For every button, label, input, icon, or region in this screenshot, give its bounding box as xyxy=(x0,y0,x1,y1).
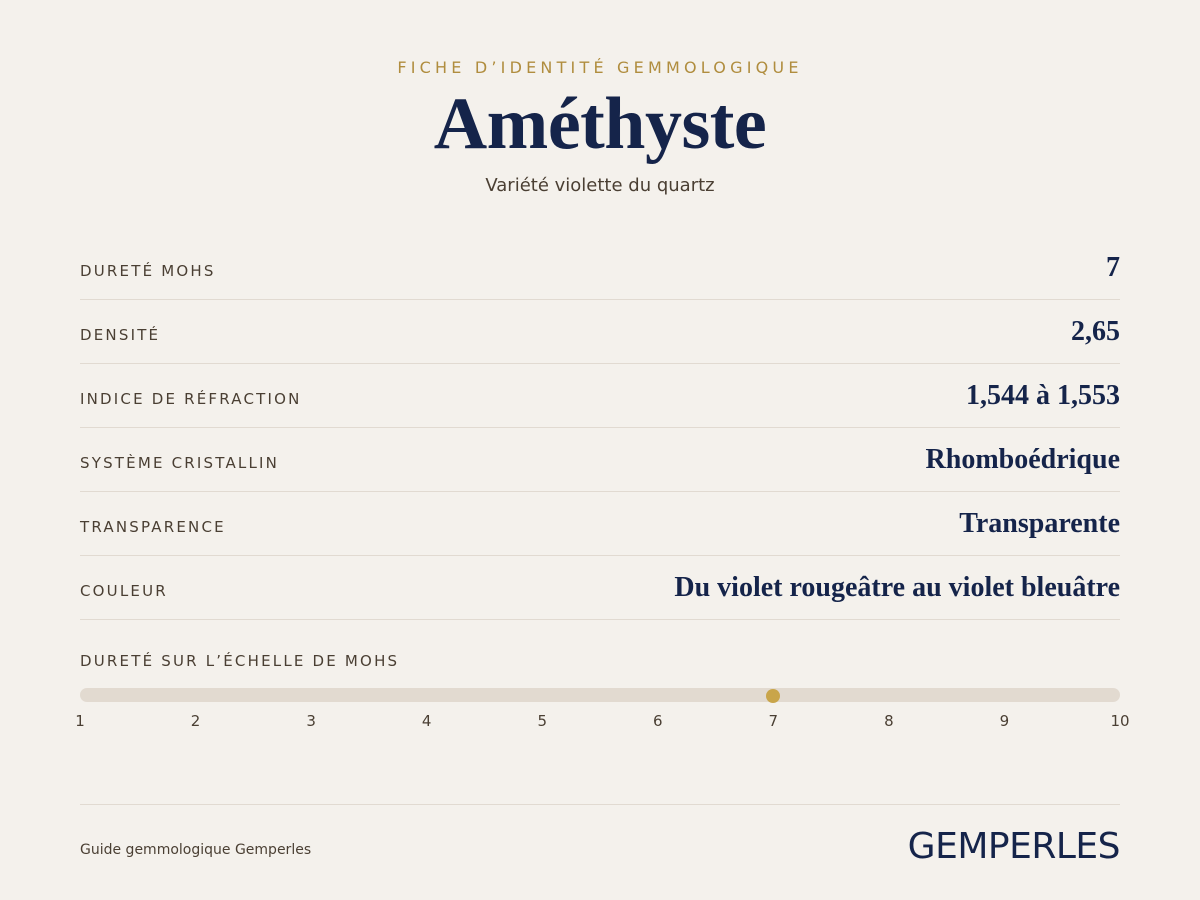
footer-divider xyxy=(80,804,1120,805)
property-value: Transparente xyxy=(959,507,1120,539)
property-row-refractive-index xyxy=(80,364,1120,428)
property-value: Du violet rougeâtre au violet bleuâtre xyxy=(674,571,1120,603)
mohs-scale-marker xyxy=(766,689,780,703)
property-row-density xyxy=(80,300,1120,364)
mohs-scale-track xyxy=(80,688,1120,702)
property-value: 7 xyxy=(1106,251,1120,283)
mohs-scale-tick: 8 xyxy=(884,712,894,730)
property-label: INDICE DE RÉFRACTION xyxy=(80,389,302,408)
property-label: SYSTÈME CRISTALLIN xyxy=(80,453,280,472)
property-row-hardness xyxy=(80,236,1120,300)
mohs-scale-title: DURETÉ SUR L’ÉCHELLE DE MOHS xyxy=(80,652,400,670)
mohs-scale-tick: 9 xyxy=(999,712,1010,730)
property-row-crystal-system xyxy=(80,428,1120,492)
gem-title: Améthyste xyxy=(433,83,767,165)
gem-subtitle: Variété violette du quartz xyxy=(485,175,715,196)
property-label: COULEUR xyxy=(80,581,168,600)
mohs-scale-tick: 2 xyxy=(190,712,201,730)
mohs-scale-tick: 10 xyxy=(1110,712,1130,730)
footer-note: Guide gemmologique Gemperles xyxy=(80,842,312,858)
mohs-scale-tick: 5 xyxy=(537,712,547,730)
property-value: 2,65 xyxy=(1071,315,1120,347)
mohs-scale-tick: 4 xyxy=(421,712,432,730)
mohs-scale-ticks xyxy=(75,712,1130,732)
property-row-transparency xyxy=(80,492,1120,556)
mohs-scale-tick: 6 xyxy=(652,712,663,730)
mohs-scale-tick: 7 xyxy=(768,712,779,730)
property-row-color xyxy=(80,556,1120,620)
property-label: DENSITÉ xyxy=(80,325,161,344)
property-value: Rhomboédrique xyxy=(925,443,1120,475)
document-eyebrow: FICHE D’IDENTITÉ GEMMOLOGIQUE xyxy=(397,58,803,77)
property-label: DURETÉ MOHS xyxy=(80,261,216,280)
mohs-scale-tick: 3 xyxy=(306,712,316,730)
mohs-scale-tick: 1 xyxy=(75,712,85,730)
property-label: TRANSPARENCE xyxy=(80,517,226,536)
brand-logo: GEMPERLES xyxy=(907,826,1120,867)
properties-list xyxy=(80,236,1120,620)
property-value: 1,544 à 1,553 xyxy=(966,379,1120,411)
